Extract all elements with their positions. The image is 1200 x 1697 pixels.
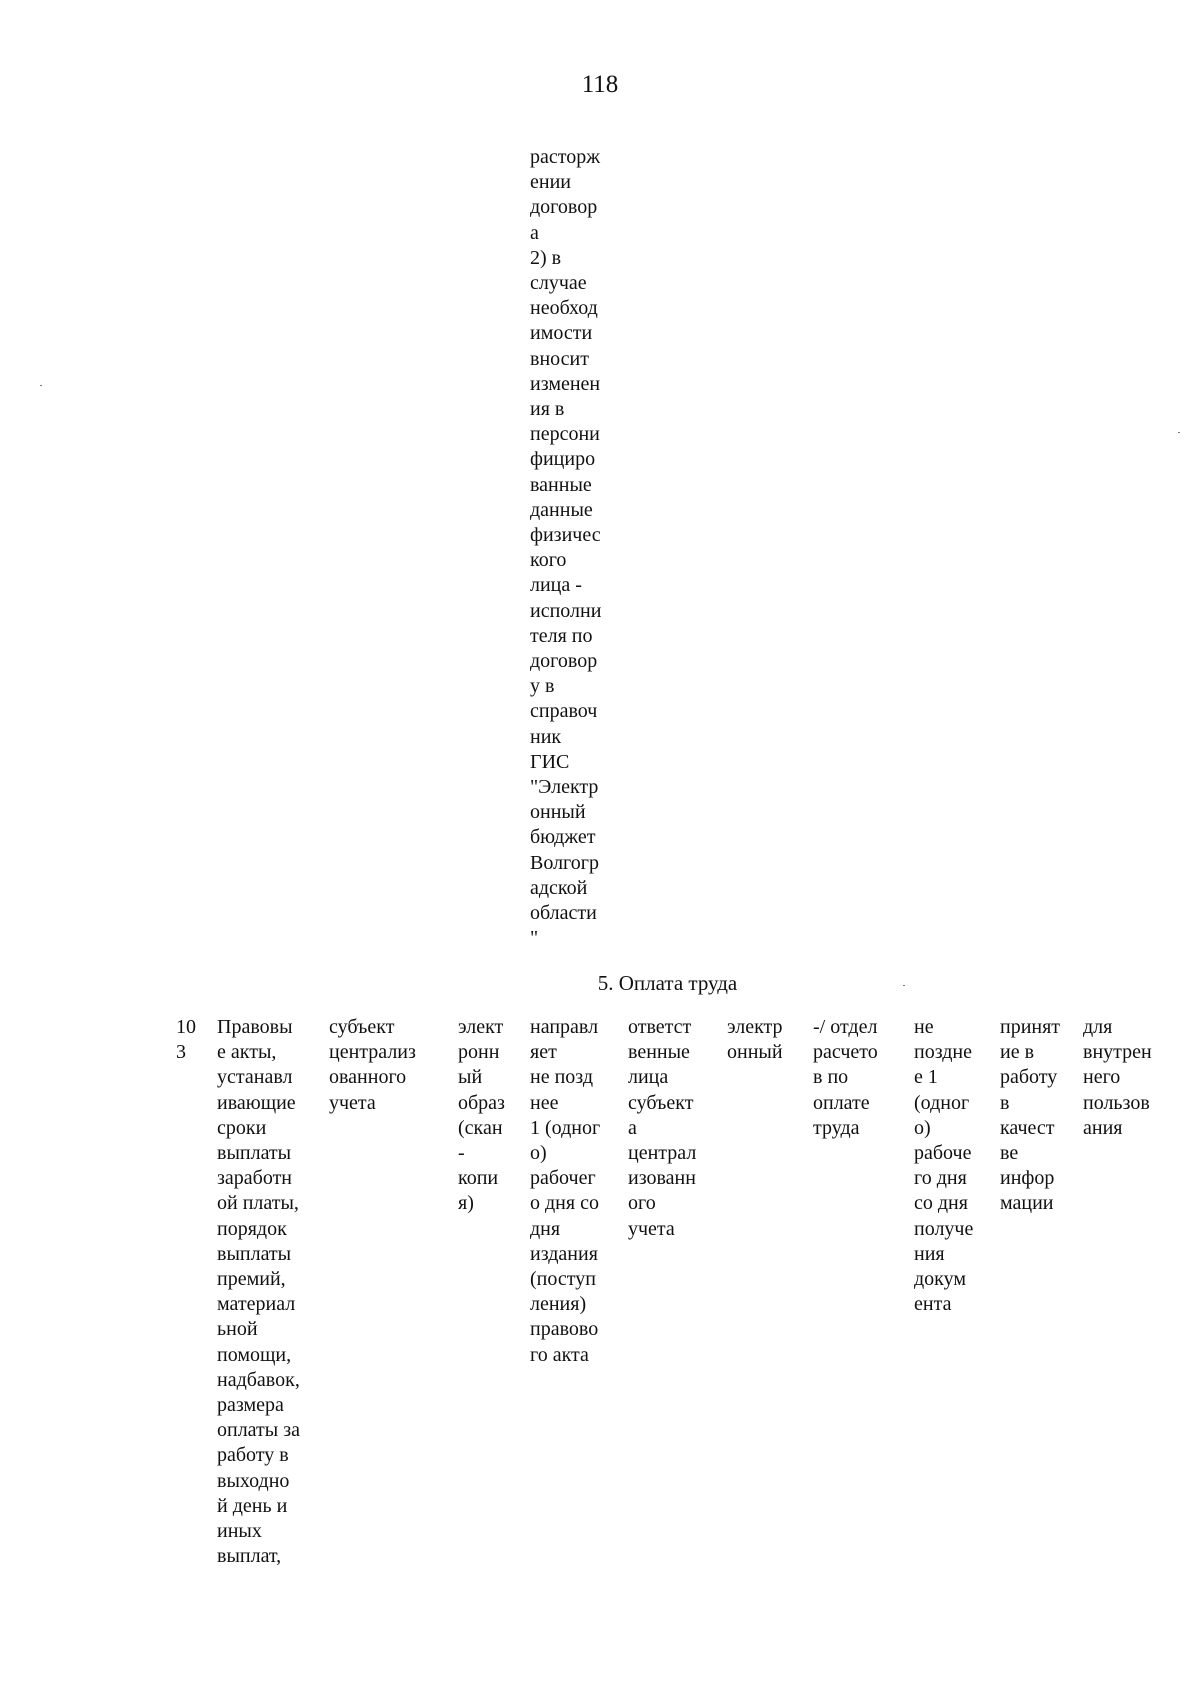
- text-line: надбавок,: [217, 1368, 300, 1391]
- cell-number: [176, 1015, 196, 1065]
- text-line: ия в: [530, 398, 565, 421]
- text-line: й день и: [217, 1494, 288, 1517]
- text-line: учета: [628, 1217, 675, 1240]
- text-line: договор: [530, 650, 598, 673]
- cell-form: [458, 1015, 505, 1217]
- text-line: рабоче: [914, 1142, 972, 1165]
- text-line: ого: [628, 1192, 656, 1215]
- text-line: правово: [530, 1318, 599, 1341]
- text-line: ие в: [1000, 1041, 1035, 1064]
- text-line: централ: [628, 1142, 697, 1165]
- text-line: принят: [1000, 1016, 1061, 1038]
- text-line: субъект: [628, 1091, 694, 1114]
- text-line: го дня: [914, 1167, 967, 1190]
- text-line: ания: [1083, 1116, 1123, 1139]
- text-line: ый: [458, 1066, 483, 1089]
- text-line: е 1: [914, 1066, 938, 1089]
- text-line: выплаты: [217, 1242, 292, 1265]
- text-line: сроки: [217, 1116, 267, 1139]
- text-line: порядок: [217, 1217, 287, 1240]
- text-line: докум: [914, 1268, 967, 1291]
- text-line: оплаты за: [217, 1419, 300, 1442]
- text-line: персони: [530, 423, 600, 446]
- text-line: я): [458, 1192, 474, 1215]
- text-line: ента: [914, 1293, 952, 1316]
- text-line: 10: [176, 1016, 196, 1038]
- text-line: ник: [530, 725, 562, 748]
- text-line: устанавл: [217, 1066, 293, 1089]
- text-line: расчето: [813, 1041, 878, 1064]
- text-line: о): [530, 1142, 547, 1165]
- text-line: (одног: [914, 1091, 970, 1114]
- text-line: ления): [530, 1293, 587, 1316]
- text-line: ой платы,: [217, 1192, 299, 1215]
- text-line: труда: [813, 1116, 860, 1139]
- text-line: ответст: [628, 1016, 692, 1038]
- cell-producer: [329, 1015, 416, 1116]
- text-line: поздне: [914, 1041, 972, 1064]
- text-line: договор: [530, 196, 598, 219]
- text-line: справоч: [530, 700, 598, 723]
- text-line: получе: [914, 1217, 974, 1240]
- text-line: электр: [727, 1016, 783, 1038]
- text-line: -/ отдел: [813, 1016, 878, 1038]
- text-line: о дня со: [530, 1192, 599, 1215]
- text-line: инфор: [1000, 1167, 1055, 1190]
- text-line: имости: [530, 322, 593, 345]
- text-line: нее: [530, 1091, 559, 1114]
- text-line: премий,: [217, 1268, 286, 1291]
- text-line: работу: [1000, 1066, 1058, 1089]
- cell-purpose: [1083, 1015, 1152, 1141]
- cell-processing: [1000, 1015, 1060, 1217]
- text-line: размера: [217, 1394, 284, 1417]
- text-line: данные: [530, 498, 593, 521]
- text-line: выходно: [217, 1469, 290, 1492]
- text-line: го акта: [530, 1343, 589, 1366]
- text-line: изованн: [628, 1167, 696, 1190]
- text-line: 3: [176, 1041, 186, 1064]
- page-number: 118: [581, 71, 619, 98]
- text-line: мации: [1000, 1192, 1054, 1215]
- text-line: теля по: [530, 624, 593, 647]
- text-line: а: [530, 221, 539, 244]
- cell-document: [217, 1015, 300, 1569]
- text-line: заработн: [217, 1167, 293, 1190]
- scan-speck: [40, 385, 42, 386]
- text-line: в: [1000, 1091, 1010, 1114]
- text-line: (скан: [458, 1116, 503, 1139]
- text-line: рабочег: [530, 1167, 596, 1190]
- text-line: учета: [329, 1091, 376, 1114]
- text-line: ивающие: [217, 1091, 296, 1114]
- text-line: работу в: [217, 1444, 289, 1467]
- text-line: иных: [217, 1520, 262, 1543]
- text-line: области: [530, 902, 597, 925]
- text-line: оплате: [813, 1091, 870, 1114]
- text-line: него: [1083, 1066, 1121, 1089]
- text-line: не: [914, 1016, 934, 1038]
- text-line: копи: [458, 1167, 499, 1190]
- text-line: ": [530, 927, 539, 950]
- text-line: онный: [530, 801, 586, 824]
- text-line: для: [1083, 1016, 1113, 1038]
- text-line: 1 (одног: [530, 1116, 601, 1139]
- text-line: яет: [530, 1041, 557, 1064]
- text-line: дня: [530, 1217, 561, 1240]
- text-line: выплаты: [217, 1142, 292, 1165]
- text-line: (поступ: [530, 1268, 596, 1291]
- cell-action: [530, 1015, 600, 1368]
- text-line: о): [914, 1116, 931, 1139]
- text-line: образ: [458, 1091, 505, 1114]
- text-line: бюджет: [530, 826, 596, 849]
- cell-recipient-form: [727, 1015, 783, 1065]
- cell-responsible: [628, 1015, 696, 1242]
- text-line: качест: [1000, 1116, 1055, 1139]
- text-line: исполни: [530, 599, 602, 622]
- text-line: в по: [813, 1066, 849, 1089]
- text-line: случае: [530, 272, 587, 295]
- text-line: необход: [530, 297, 598, 320]
- text-line: Правовы: [217, 1016, 293, 1038]
- cell-recipient: [813, 1015, 878, 1141]
- text-line: издания: [530, 1242, 598, 1265]
- text-line: ванные: [530, 473, 592, 496]
- text-line: внутрен: [1083, 1041, 1152, 1064]
- text-line: кого: [530, 549, 567, 572]
- section-title: 5. Оплата труда: [597, 971, 738, 995]
- text-line: е акты,: [217, 1041, 277, 1064]
- text-line: у в: [530, 675, 555, 698]
- text-line: вносит: [530, 347, 589, 370]
- text-line: ния: [914, 1242, 945, 1265]
- text-line: Волгогр: [530, 851, 599, 874]
- table-row: [0, 1015, 1200, 1585]
- continuation-cell-text: [530, 145, 640, 952]
- text-line: ве: [1000, 1142, 1019, 1165]
- text-line: ьной: [217, 1318, 258, 1341]
- scan-speck: [903, 985, 905, 986]
- text-line: материал: [217, 1293, 296, 1316]
- text-line: выплат,: [217, 1545, 282, 1568]
- text-line: централиз: [329, 1041, 416, 1064]
- text-line: со дня: [914, 1192, 968, 1215]
- scan-speck: [1178, 432, 1180, 433]
- text-line: "Электр: [530, 776, 599, 799]
- text-line: расторж: [530, 146, 601, 168]
- text-line: элект: [458, 1016, 504, 1038]
- cell-deadline: [914, 1015, 973, 1317]
- text-line: 2) в: [530, 246, 562, 269]
- text-line: а: [628, 1116, 637, 1139]
- text-line: не позд: [530, 1066, 593, 1089]
- text-line: пользов: [1083, 1091, 1150, 1114]
- text-line: изменен: [530, 372, 601, 395]
- text-line: лица -: [530, 574, 582, 597]
- text-line: венные: [628, 1041, 690, 1064]
- text-line: -: [458, 1142, 465, 1165]
- text-line: адской: [530, 876, 588, 899]
- text-line: лица: [628, 1066, 669, 1089]
- text-line: ении: [530, 171, 571, 194]
- text-line: ованного: [329, 1066, 407, 1089]
- text-line: онный: [727, 1041, 783, 1064]
- text-line: направл: [530, 1016, 599, 1038]
- text-line: помощи,: [217, 1343, 292, 1366]
- text-line: фициро: [530, 448, 596, 471]
- text-line: ронн: [458, 1041, 500, 1064]
- text-line: субъект: [329, 1016, 395, 1038]
- text-line: физичес: [530, 524, 601, 547]
- text-line: ГИС: [530, 750, 570, 773]
